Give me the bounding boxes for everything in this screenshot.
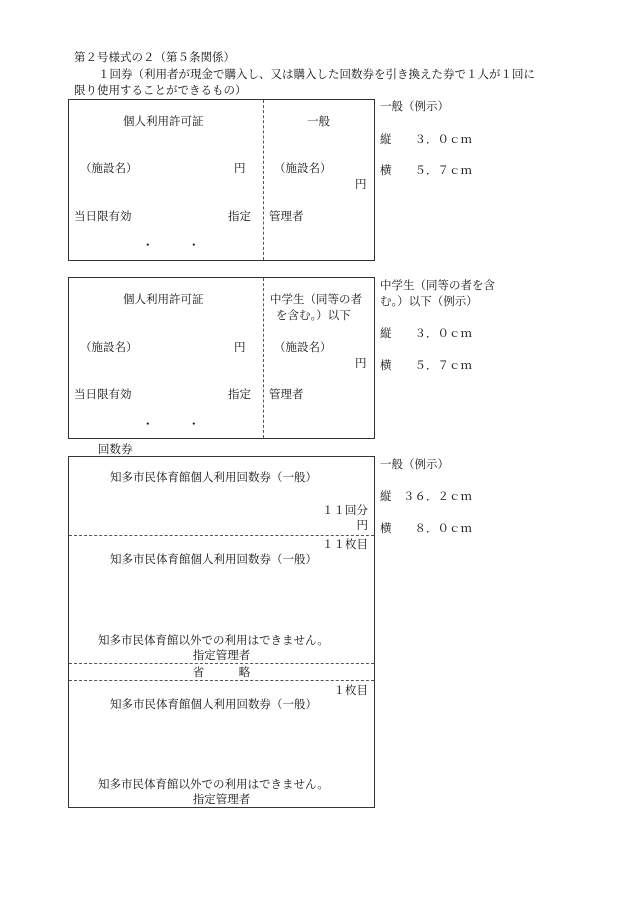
coupon-cover-title: 知多市民体育館個人利用回数券（一般）: [110, 470, 317, 484]
ticket2-left-yen: 円: [234, 340, 246, 354]
coupon-cover-yen: 円: [356, 518, 368, 532]
ticket1-right-title: 一般: [307, 114, 330, 128]
ticket1-left-date-dots: ・ ・: [142, 238, 200, 252]
coupon-note-height: 縦 ３６．２ｃｍ: [380, 489, 472, 503]
ticket1-perforation: [263, 100, 264, 260]
ticket1-note-height: 縦 ３．０ｃｍ: [380, 132, 472, 146]
coupon-sheet11-number: １１枚目: [322, 537, 368, 551]
ticket1-note-width: 横 ５．７ｃｍ: [380, 163, 472, 177]
ticket2-right-yen: 円: [355, 356, 367, 370]
ticket2-right-title-line2: を含む。）以下: [276, 308, 351, 322]
coupon-sheet11-title: 知多市民体育館個人利用回数券（一般）: [110, 552, 317, 566]
ticket1-left-facility: （施設名）: [80, 161, 138, 175]
ticket2-right-manager: 管理者: [269, 387, 304, 401]
coupon-sheet11-manager: 指定管理者: [192, 648, 251, 662]
ticket2-perforation: [263, 278, 264, 438]
coupon-omitted: 省 略: [192, 665, 251, 679]
section1-description-line2: 限り使用することができるもの）: [74, 83, 247, 97]
ticket2-right-facility: （施設名）: [274, 340, 332, 354]
ticket2-left-facility: （施設名）: [80, 340, 138, 354]
ticket2-right-title-line1: 中学生（同等の者: [270, 292, 362, 306]
coupon-section-label: 回数券: [98, 442, 133, 456]
ticket2-note-label-line1: 中学生（同等の者を含: [380, 278, 495, 292]
ticket1-left-valid: 当日限有効: [74, 209, 132, 223]
ticket2-left-title: 個人利用許可証: [123, 292, 204, 306]
ticket1-right-yen: 円: [355, 177, 367, 191]
ticket2-left-date-dots: ・ ・: [142, 417, 200, 431]
ticket1-right-manager: 管理者: [269, 209, 304, 223]
coupon-cover-count: １１回分: [322, 503, 368, 517]
ticket2-left-designated: 指定: [228, 387, 251, 401]
coupon-note-label: 一般（例示）: [380, 457, 449, 471]
ticket2-left-valid: 当日限有効: [74, 387, 132, 401]
form-title: 第２号様式の２（第５条関係）: [74, 50, 235, 64]
section1-description-line1: １回券（利用者が現金で購入し、又は購入した回数券を引き換えた券で１人が１回に: [98, 67, 535, 81]
ticket1-left-designated: 指定: [228, 209, 251, 223]
coupon-sheet1-notice: 知多市民体育館以外での利用はできません。: [98, 777, 329, 791]
coupon-perforation-1: [69, 535, 374, 536]
coupon-note-width: 横 ８．０ｃｍ: [380, 521, 472, 535]
ticket2-note-width: 横 ５．７ｃｍ: [380, 358, 472, 372]
coupon-perforation-2: [69, 663, 374, 664]
coupon-sheet1-title: 知多市民体育館個人利用回数券（一般）: [110, 697, 317, 711]
coupon-sheet11-notice: 知多市民体育館以外での利用はできません。: [98, 633, 329, 647]
coupon-sheet1-number: １枚目: [333, 683, 368, 697]
ticket1-note-label: 一般（例示）: [380, 99, 449, 113]
coupon-sheet1-manager: 指定管理者: [192, 792, 251, 806]
ticket2-note-height: 縦 ３．０ｃｍ: [380, 326, 472, 340]
coupon-perforation-3: [69, 680, 374, 681]
ticket1-left-title: 個人利用許可証: [123, 114, 204, 128]
ticket1-left-yen: 円: [234, 161, 246, 175]
ticket1-right-facility: （施設名）: [274, 161, 332, 175]
ticket2-note-label-line2: む。）以下（例示）: [380, 294, 478, 308]
